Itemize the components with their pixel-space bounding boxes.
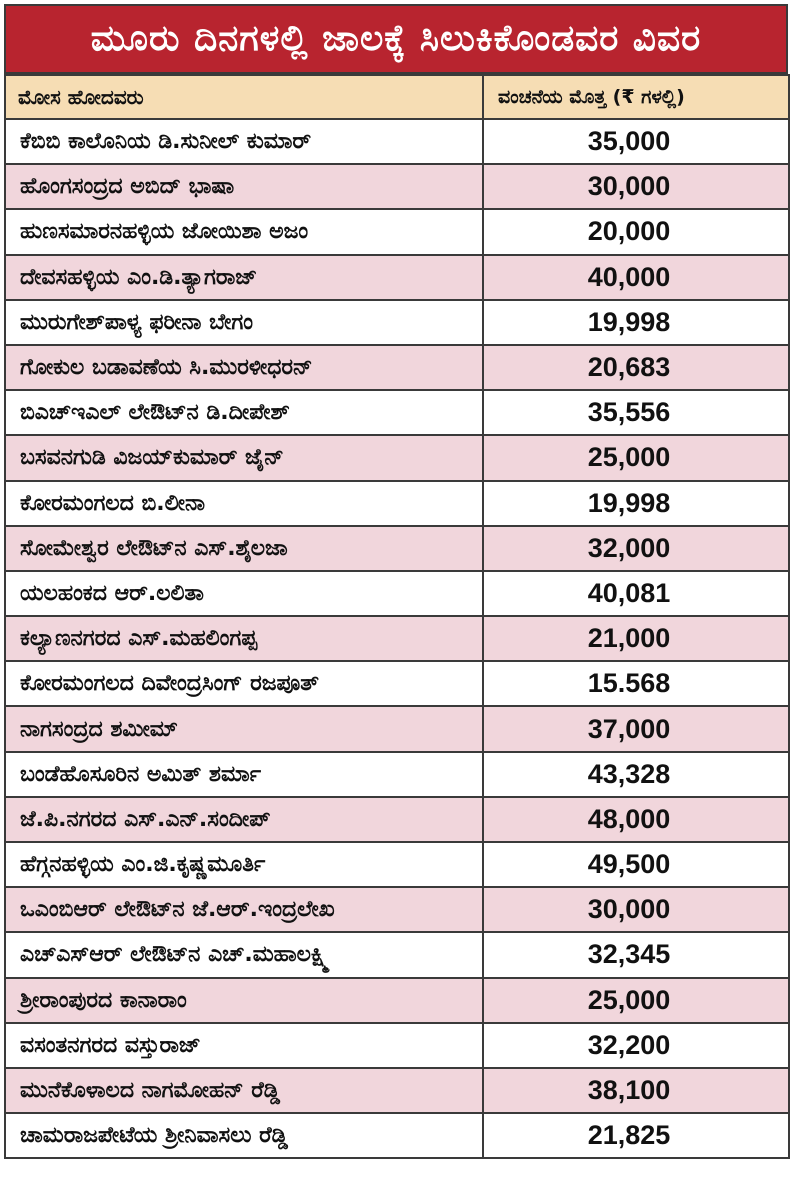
victim-name-cell: ಬಿಎಚ್‌ಇಎಲ್ ಲೇಔಟ್‌ನ ಡಿ.ದೀಪೇಶ್ <box>5 390 483 435</box>
table-title: ಮೂರು ದಿನಗಳಲ್ಲಿ ಜಾಲಕ್ಕೆ ಸಿಲುಕಿಕೊಂಡವರ ವಿವರ <box>4 4 788 74</box>
fraud-amount-cell: 25,000 <box>483 978 789 1023</box>
fraud-amount-cell: 21,000 <box>483 616 789 661</box>
victim-name-cell: ಶ್ರೀರಾಂಪುರದ ಕಾನಾರಾಂ <box>5 978 483 1023</box>
table-row <box>5 842 789 887</box>
table-row <box>5 300 789 345</box>
victim-name-cell: ವಸಂತನಗರದ ವಸ್ತುರಾಜ್ <box>5 1023 483 1068</box>
victim-name-cell: ಕೆಬಿಬಿ ಕಾಲೊನಿಯ ಡಿ.ಸುನೀಲ್ ಕುಮಾರ್ <box>5 119 483 164</box>
victim-name-cell: ಸೋಮೇಶ್ವರ ಲೇಔಟ್‌ನ ಎಸ್.ಶೈಲಜಾ <box>5 526 483 571</box>
column-header-amount: ವಂಚನೆಯ ಮೊತ್ತ (₹ ಗಳಲ್ಲಿ) <box>483 75 789 119</box>
victims-table <box>4 74 790 1159</box>
table-row <box>5 752 789 797</box>
fraud-amount-cell: 15.568 <box>483 661 789 706</box>
victim-name-cell: ಹೊಂಗಸಂದ್ರದ ಅಬಿದ್ ಭಾಷಾ <box>5 164 483 209</box>
fraud-amount-cell: 37,000 <box>483 706 789 751</box>
fraud-amount-cell: 32,200 <box>483 1023 789 1068</box>
fraud-amount-cell: 48,000 <box>483 797 789 842</box>
victim-name-cell: ಜೆ.ಪಿ.ನಗರದ ಎಸ್.ಎನ್.ಸಂದೀಪ್ <box>5 797 483 842</box>
fraud-victims-table-container <box>4 4 788 1159</box>
table-row <box>5 481 789 526</box>
table-row <box>5 887 789 932</box>
victim-name-cell: ಕಲ್ಯಾಣನಗರದ ಎಸ್.ಮಹಲಿಂಗಪ್ಪ <box>5 616 483 661</box>
victim-name-cell: ಚಾಮರಾಜಪೇಟೆಯ ಶ್ರೀನಿವಾಸಲು ರೆಡ್ಡಿ <box>5 1113 483 1158</box>
fraud-amount-cell: 19,998 <box>483 481 789 526</box>
table-row <box>5 390 789 435</box>
victim-name-cell: ಕೋರಮಂಗಲದ ದಿವೇಂದ್ರಸಿಂಗ್ ರಜಪೂತ್ <box>5 661 483 706</box>
table-row <box>5 1068 789 1113</box>
table-row <box>5 164 789 209</box>
column-header-name: ಮೋಸ ಹೋದವರು <box>5 75 483 119</box>
table-row <box>5 797 789 842</box>
table-row <box>5 255 789 300</box>
table-body <box>5 119 789 1158</box>
table-row <box>5 706 789 751</box>
table-row <box>5 209 789 254</box>
fraud-amount-cell: 21,825 <box>483 1113 789 1158</box>
header-row <box>5 75 789 119</box>
table-row <box>5 661 789 706</box>
table-row <box>5 1023 789 1068</box>
victim-name-cell: ಒಎಂಬಿಆರ್ ಲೇಔಟ್‌ನ ಜೆ.ಆರ್.ಇಂದ್ರಲೇಖ <box>5 887 483 932</box>
table-row <box>5 345 789 390</box>
victim-name-cell: ಯಲಹಂಕದ ಆರ್.ಲಲಿತಾ <box>5 571 483 616</box>
fraud-amount-cell: 30,000 <box>483 887 789 932</box>
table-row <box>5 616 789 661</box>
fraud-amount-cell: 35,000 <box>483 119 789 164</box>
victim-name-cell: ಬಂಡೆಹೊಸೂರಿನ ಅಮಿತ್ ಶರ್ಮಾ <box>5 752 483 797</box>
table-row <box>5 571 789 616</box>
victim-name-cell: ಬಸವನಗುಡಿ ವಿಜಯ್‌ಕುಮಾರ್ ಜೈನ್ <box>5 435 483 480</box>
victim-name-cell: ಎಚ್ಎಸ್ಆರ್ ಲೇಔಟ್‌ನ ಎಚ್.ಮಹಾಲಕ್ಷ್ಮಿ <box>5 932 483 977</box>
victim-name-cell: ದೇವಸಹಳ್ಳಿಯ ಎಂ.ಡಿ.ತ್ಯಾಗರಾಜ್ <box>5 255 483 300</box>
victim-name-cell: ಗೋಕುಲ ಬಡಾವಣೆಯ ಸಿ.ಮುರಳೀಧರನ್ <box>5 345 483 390</box>
victim-name-cell: ನಾಗಸಂದ್ರದ ಶಮೀಮ್ <box>5 706 483 751</box>
fraud-amount-cell: 25,000 <box>483 435 789 480</box>
fraud-amount-cell: 43,328 <box>483 752 789 797</box>
fraud-amount-cell: 32,345 <box>483 932 789 977</box>
fraud-amount-cell: 20,000 <box>483 209 789 254</box>
fraud-amount-cell: 20,683 <box>483 345 789 390</box>
table-row <box>5 1113 789 1158</box>
fraud-amount-cell: 35,556 <box>483 390 789 435</box>
fraud-amount-cell: 40,000 <box>483 255 789 300</box>
fraud-amount-cell: 19,998 <box>483 300 789 345</box>
table-row <box>5 435 789 480</box>
table-row <box>5 526 789 571</box>
table-row <box>5 978 789 1023</box>
fraud-amount-cell: 40,081 <box>483 571 789 616</box>
victim-name-cell: ಹುಣಸಮಾರನಹಳ್ಳಿಯ ಜೋಯಿಶಾ ಅಜಂ <box>5 209 483 254</box>
table-row <box>5 119 789 164</box>
victim-name-cell: ಕೋರಮಂಗಲದ ಬಿ.ಲೀನಾ <box>5 481 483 526</box>
fraud-amount-cell: 49,500 <box>483 842 789 887</box>
victim-name-cell: ಮುರುಗೇಶ್‌ಪಾಳ್ಯ ಫರೀನಾ ಬೇಗಂ <box>5 300 483 345</box>
fraud-amount-cell: 30,000 <box>483 164 789 209</box>
fraud-amount-cell: 32,000 <box>483 526 789 571</box>
fraud-amount-cell: 38,100 <box>483 1068 789 1113</box>
table-row <box>5 932 789 977</box>
victim-name-cell: ಹೆಗ್ಗನಹಳ್ಳಿಯ ಎಂ.ಜಿ.ಕೃಷ್ಣಮೂರ್ತಿ <box>5 842 483 887</box>
victim-name-cell: ಮುನೆಕೊಳಾಲದ ನಾಗಮೋಹನ್ ರೆಡ್ಡಿ <box>5 1068 483 1113</box>
